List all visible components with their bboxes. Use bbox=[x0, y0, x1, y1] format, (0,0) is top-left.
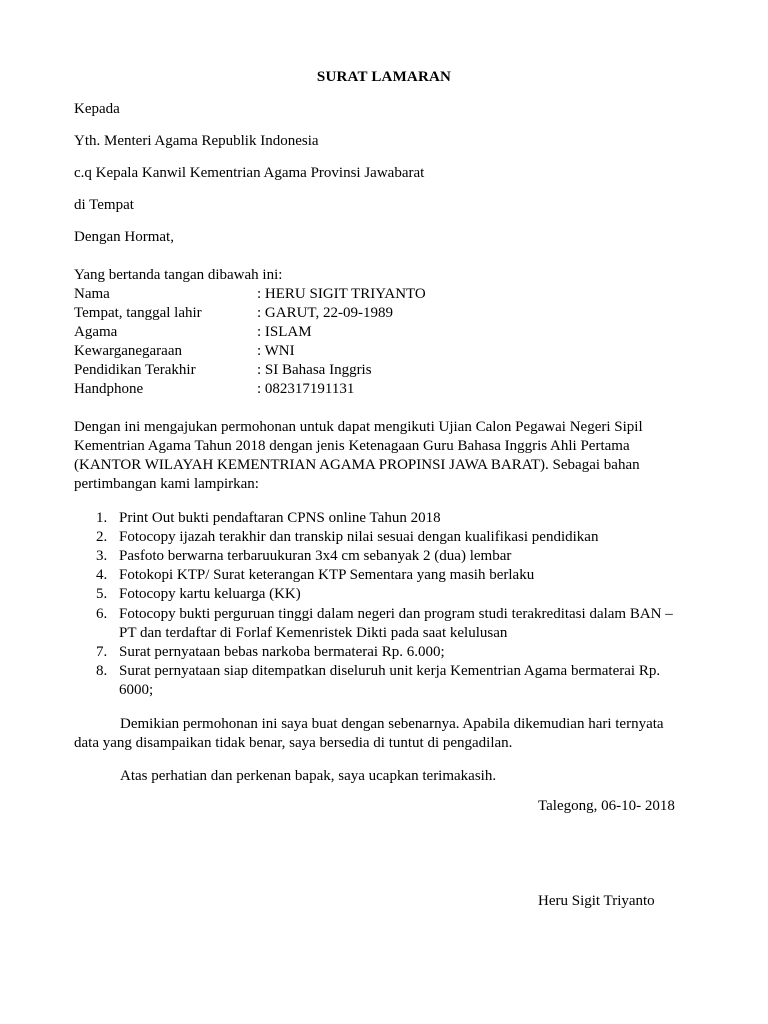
greeting: Dengan Hormat, bbox=[74, 229, 174, 245]
list-number: 7. bbox=[96, 644, 108, 660]
signature-name: Heru Sigit Triyanto bbox=[538, 893, 655, 909]
paragraph-line: pertimbangan kami lampirkan: bbox=[74, 476, 259, 492]
field-row-agama bbox=[74, 323, 694, 342]
list-number: 8. bbox=[96, 663, 108, 679]
place-date: Talegong, 06-10- 2018 bbox=[538, 798, 675, 814]
list-item-text: Fotokopi KTP/ Surat keterangan KTP Sementara yang masih berlaku bbox=[119, 567, 535, 583]
list-number: 4. bbox=[96, 567, 108, 583]
list-item-text: Print Out bukti pendaftaran CPNS online Tahun 2018 bbox=[119, 510, 441, 526]
field-label: Nama bbox=[74, 286, 110, 302]
letter-title: SURAT LAMARAN bbox=[316, 69, 452, 85]
paragraph-line: Kementrian Agama Tahun 2018 dengan jenis Ketenagaan Guru Bahasa Inggris Ahli Pertama bbox=[74, 438, 630, 454]
list-number: 5. bbox=[96, 586, 108, 602]
field-label: Kewarganegaraan bbox=[74, 343, 182, 359]
field-label: Pendidikan Terakhir bbox=[74, 362, 196, 378]
body-paragraph bbox=[74, 418, 696, 494]
list-item-text: Pasfoto berwarna terbaruukuran 3x4 cm sebanyak 2 (dua) lembar bbox=[119, 548, 512, 564]
closing-paragraph bbox=[74, 715, 696, 753]
field-value: : ISLAM bbox=[257, 324, 312, 340]
field-label: Handphone bbox=[74, 381, 144, 397]
list-number: 3. bbox=[96, 548, 108, 564]
field-label: Tempat, tanggal lahir bbox=[74, 305, 202, 321]
list-number: 6. bbox=[96, 606, 108, 622]
field-value: : SI Bahasa Inggris bbox=[257, 362, 372, 378]
field-value: : GARUT, 22-09-1989 bbox=[257, 305, 393, 321]
field-row-nama bbox=[74, 285, 694, 304]
list-item-text: Surat pernyataan siap ditempatkan diseluruh unit kerja Kementrian Agama bermaterai Rp. bbox=[119, 663, 661, 679]
recipient-yth: Yth. Menteri Agama Republik Indonesia bbox=[74, 133, 319, 149]
list-item-text: 6000; bbox=[119, 682, 154, 698]
list-item-text: PT dan terdaftar di Forlaf Kemenristek Dikti pada saat kelulusan bbox=[119, 625, 508, 641]
list-item-text: Fotocopy ijazah terakhir dan transkip nilai sesuai dengan kualifikasi pendidikan bbox=[119, 529, 599, 545]
field-value: : 082317191131 bbox=[257, 381, 355, 397]
field-row-handphone bbox=[74, 380, 694, 399]
recipient-tempat: di Tempat bbox=[74, 197, 134, 213]
field-row-tempat-tanggal-lahir bbox=[74, 304, 694, 323]
list-number: 1. bbox=[96, 510, 108, 526]
intro-line: Yang bertanda tangan dibawah ini: bbox=[74, 267, 283, 283]
list-item-text: Fotocopy bukti perguruan tinggi dalam negeri dan program studi terakreditasi dalam BAN – bbox=[119, 606, 673, 622]
thanks-line: Atas perhatian dan perkenan bapak, saya ucapkan terimakasih. bbox=[120, 768, 497, 784]
field-label: Agama bbox=[74, 324, 118, 340]
paragraph-line: Dengan ini mengajukan permohonan untuk dapat mengikuti Ujian Calon Pegawai Negeri Sipil bbox=[74, 419, 643, 435]
field-row-pendidikan bbox=[74, 361, 694, 380]
field-row-kewarganegaraan bbox=[74, 342, 694, 361]
list-item-text: Fotocopy kartu keluarga (KK) bbox=[119, 586, 301, 602]
field-value: : WNI bbox=[257, 343, 295, 359]
paragraph-line: Demikian permohonan ini saya buat dengan sebenarnya. Apabila dikemudian hari ternyata bbox=[120, 716, 664, 732]
list-item-text: Surat pernyataan bebas narkoba bermaterai Rp. 6.000; bbox=[119, 644, 445, 660]
field-value: : HERU SIGIT TRIYANTO bbox=[257, 286, 426, 302]
recipient-kepada: Kepada bbox=[74, 101, 120, 117]
list-number: 2. bbox=[96, 529, 108, 545]
paragraph-line: (KANTOR WILAYAH KEMENTRIAN AGAMA PROPINSI JAWA BARAT). Sebagai bahan bbox=[74, 457, 640, 473]
paragraph-line: data yang disampaikan tidak benar, saya bersedia di tuntut di pengadilan. bbox=[74, 735, 513, 751]
recipient-cq: c.q Kepala Kanwil Kementrian Agama Provinsi Jawabarat bbox=[74, 165, 425, 181]
